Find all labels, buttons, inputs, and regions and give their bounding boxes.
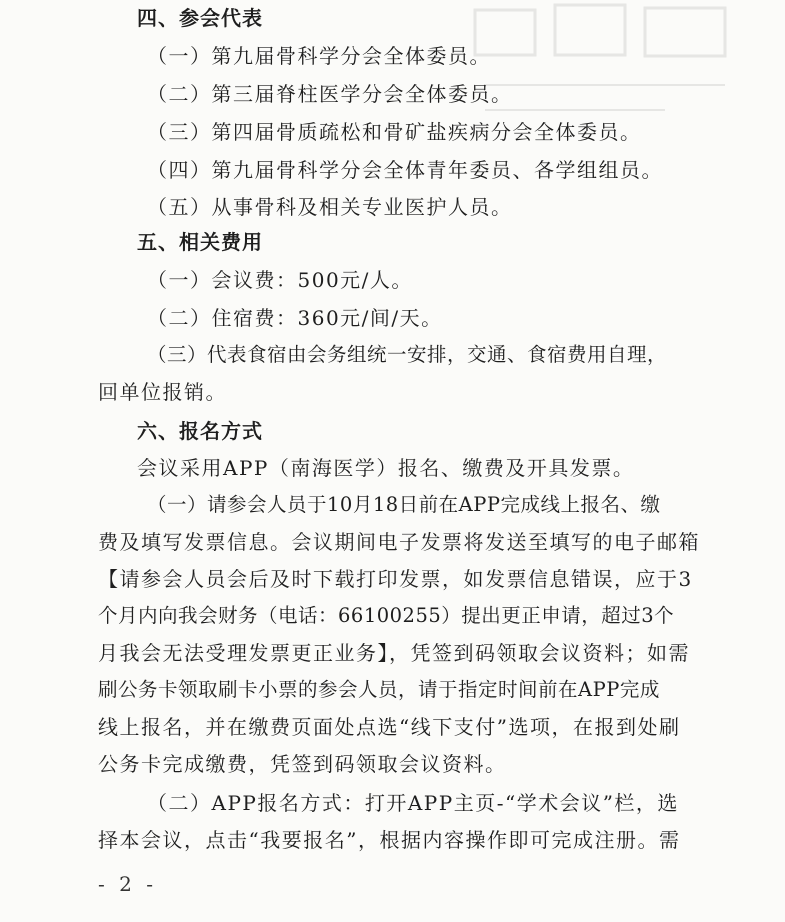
attendee-item-3: （三）第四届骨质疏松和骨矿盐疾病分会全体委员。 bbox=[147, 120, 642, 144]
section-heading-fees: 五、相关费用 bbox=[137, 230, 263, 254]
registration-para1-line2: 费及填写发票信息。会议期间电子发票将发送至填写的电子邮箱 bbox=[98, 530, 700, 554]
registration-para1-line1: （一）请参会人员于10月18日前在APP完成线上报名、缴 bbox=[147, 493, 661, 516]
attendee-item-1: （一）第九届骨科学分会全体委员。 bbox=[147, 44, 491, 68]
fee-item-3-continued: 回单位报销。 bbox=[98, 380, 227, 404]
registration-para1-line4: 个月内向我会财务（电话：66100255）提出更正申请，超过3个 bbox=[98, 604, 675, 627]
section-heading-registration: 六、报名方式 bbox=[137, 419, 263, 443]
attendee-item-4: （四）第九届骨科学分会全体青年委员、各学组组员。 bbox=[147, 158, 663, 182]
registration-para1-line8: 公务卡完成缴费，凭签到码领取会议资料。 bbox=[98, 752, 507, 776]
page-number: - 2 - bbox=[98, 872, 157, 896]
fee-item-3: （三）代表食宿由会务组统一安排，交通、食宿费用自理， bbox=[147, 343, 668, 366]
registration-para2-line1: （二）APP报名方式：打开APP主页-“学术会议”栏，选 bbox=[147, 791, 679, 815]
fee-item-1: （一）会议费：500元/人。 bbox=[147, 268, 413, 292]
registration-intro: 会议采用APP（南海医学）报名、缴费及开具发票。 bbox=[137, 456, 635, 480]
attendee-item-2: （二）第三届脊柱医学分会全体委员。 bbox=[147, 82, 513, 106]
fee-item-2: （二）住宿费：360元/间/天。 bbox=[147, 306, 443, 330]
attendee-item-5: （五）从事骨科及相关专业医护人员。 bbox=[147, 195, 513, 219]
registration-para1-line7: 线上报名，并在缴费页面处点选“线下支付”选项，在报到处刷 bbox=[98, 715, 681, 739]
registration-para1-line5: 月我会无法受理发票更正业务】，凭签到码领取会议资料；如需 bbox=[98, 641, 690, 665]
faint-header-watermark bbox=[465, 0, 745, 140]
section-heading-attendees: 四、参会代表 bbox=[137, 6, 263, 30]
registration-para1-line3: 【请参会人员会后及时下载打印发票，如发票信息错误，应于3 bbox=[98, 567, 693, 591]
registration-para2-line2: 择本会议，点击“我要报名”，根据内容操作即可完成注册。需 bbox=[98, 828, 681, 852]
registration-para1-line6: 刷公务卡领取刷卡小票的参会人员，请于指定时间前在APP完成 bbox=[98, 678, 660, 701]
